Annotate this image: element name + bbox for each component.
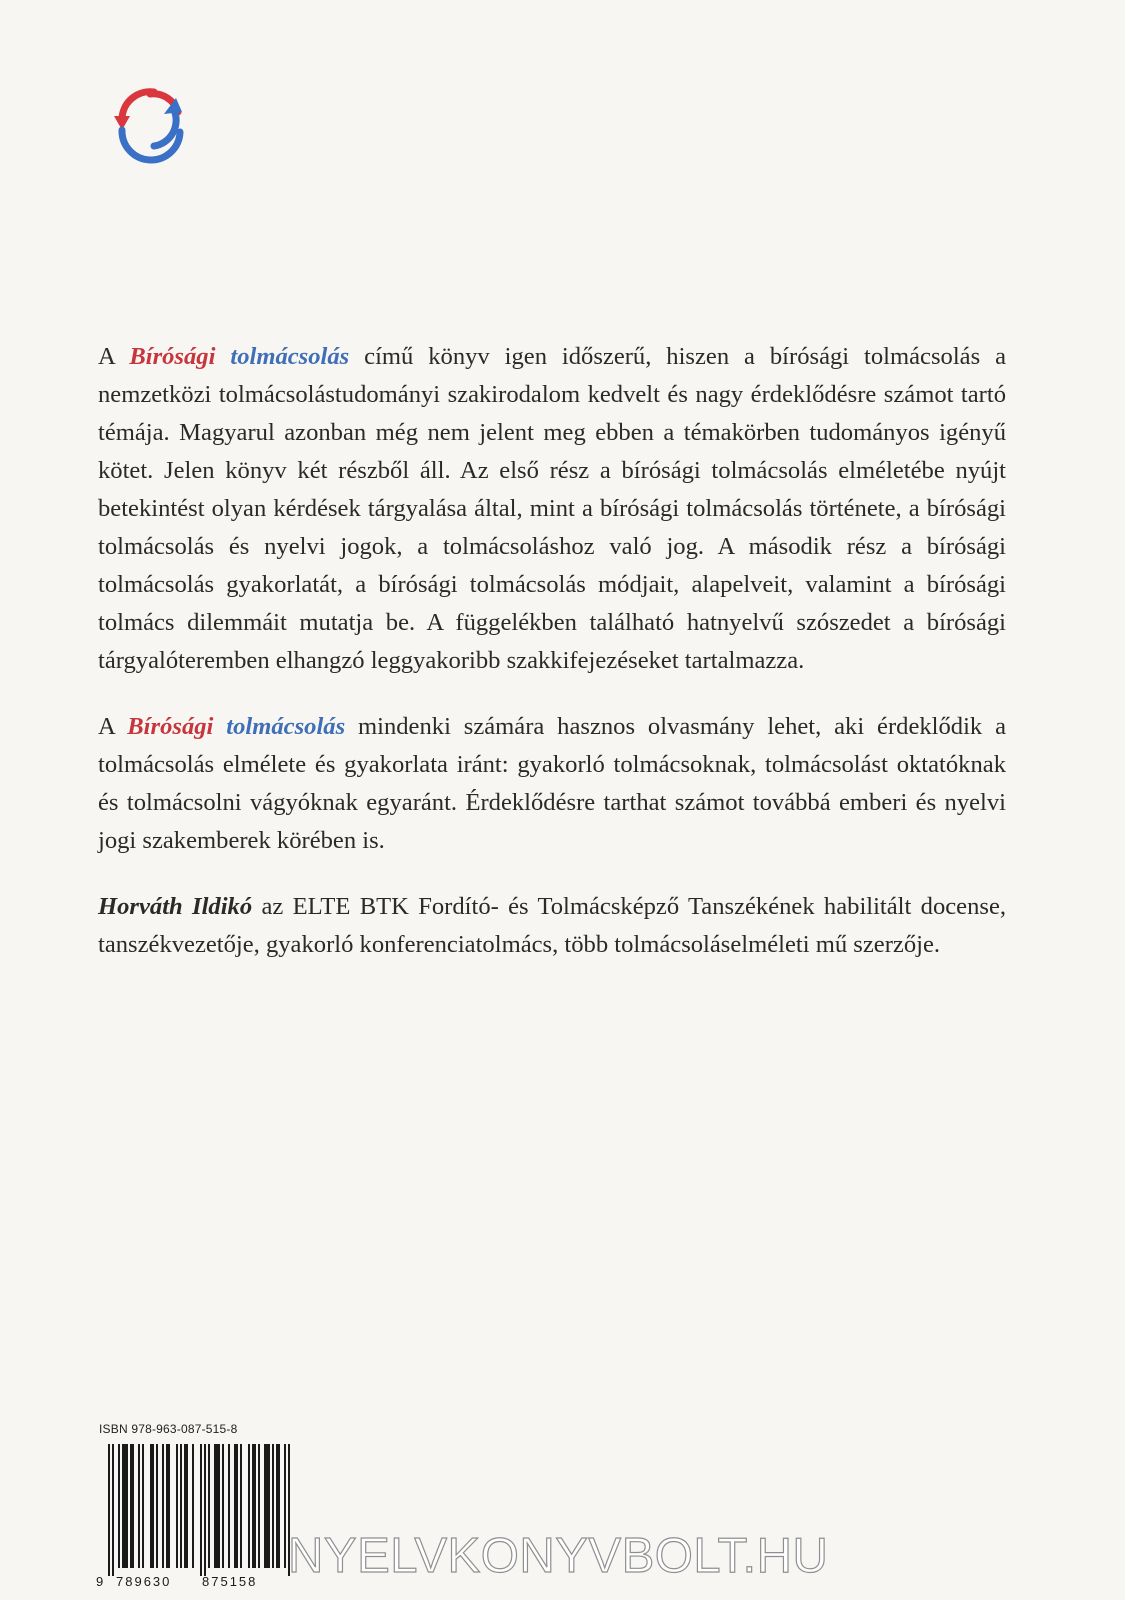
barcode-bar bbox=[112, 1444, 114, 1576]
paragraph-body: az ELTE BTK Fordító- és Tolmácsképző Tanszékének habilitált docense, tanszékvezetője, gyakorló konferenciatolmács, több tolmácsoláselméleti mű szerzője. bbox=[98, 893, 1007, 958]
paragraph-prefix: A bbox=[98, 343, 130, 370]
isbn-barcode bbox=[94, 1440, 290, 1590]
barcode-bar bbox=[264, 1444, 270, 1568]
barcode-digits-left: 789630 bbox=[116, 1574, 172, 1589]
barcode-bar bbox=[200, 1444, 202, 1576]
back-cover-text bbox=[98, 338, 1006, 992]
barcode-bar bbox=[176, 1444, 178, 1568]
book-title-red: Bírósági bbox=[129, 343, 216, 370]
barcode-bar bbox=[208, 1444, 210, 1568]
author-bio-paragraph bbox=[98, 888, 1006, 964]
paragraph-body: című könyv igen időszerű, hiszen a bírósági tolmácsolás a nemzetközi tolmácsolástudományi szakirodalom kedvelt és nagy érdeklődésre számot tartó témája. Magyarul azonban még nem jelent meg ebben a témakörben tudományos igényű kötet. Jelen könyv két részből áll. Az első rész a bírósági tolmácsolás elméletébe nyújt betekintést olyan kérdések tárgyalása által, mint a bírósági tolmácsolás története, a bírósági tolmácsolás és nyelvi jogok, a tolmácsoláshoz való jog. A második rész a bírósági tolmácsolás gyakorlatát, a bírósági tolmácsolás módjait, alapelveit, valamint a bírósági tolmács dilemmáit mutatja be. A függelékben található hatnyelvű szószedet a bírósági tárgyalóteremben elhangzó leggyakoribb szakkifejezéseket tartalmazza. bbox=[98, 343, 1006, 674]
barcode-digits-right: 875158 bbox=[202, 1574, 258, 1589]
barcode-bar bbox=[204, 1444, 206, 1576]
barcode-bar bbox=[150, 1444, 154, 1568]
barcode-bar bbox=[228, 1444, 230, 1568]
book-title-blue: tolmácsolás bbox=[230, 343, 350, 370]
barcode-bar bbox=[272, 1444, 274, 1568]
barcode-bar bbox=[258, 1444, 260, 1568]
barcode-bar bbox=[240, 1444, 242, 1568]
barcode-bar bbox=[180, 1444, 182, 1568]
barcode-bars bbox=[108, 1444, 290, 1576]
isbn-label: ISBN 978-963-087-515-8 bbox=[99, 1422, 238, 1436]
barcode-bar bbox=[122, 1444, 128, 1568]
barcode-bar bbox=[276, 1444, 280, 1568]
barcode-bar bbox=[156, 1444, 158, 1568]
barcode-bar bbox=[284, 1444, 286, 1568]
barcode-bar bbox=[222, 1444, 224, 1568]
watermark-text: NYELVKONYVBOLT.HU bbox=[288, 1529, 829, 1583]
book-title-red: Bírósági bbox=[127, 713, 214, 740]
barcode-bar bbox=[162, 1444, 164, 1568]
barcode-bar bbox=[248, 1444, 250, 1568]
barcode-bar bbox=[142, 1444, 144, 1568]
description-paragraph-1 bbox=[98, 338, 1006, 680]
barcode-bar bbox=[166, 1444, 170, 1568]
book-title-blue: tolmácsolás bbox=[226, 713, 346, 740]
circular-arrows-icon bbox=[104, 72, 200, 168]
barcode-bar bbox=[214, 1444, 220, 1568]
barcode-bar bbox=[138, 1444, 140, 1568]
barcode-bar bbox=[234, 1444, 238, 1568]
paragraph-prefix: A bbox=[98, 713, 128, 740]
barcode-bar bbox=[184, 1444, 188, 1568]
barcode-digit-first: 9 bbox=[96, 1574, 104, 1589]
description-paragraph-2 bbox=[98, 708, 1006, 860]
barcode-bar bbox=[130, 1444, 134, 1568]
paragraph-body: mindenki számára hasznos olvasmány lehet, aki érdeklődik a tolmácsolás elmélete és gyakorlata iránt: gyakorló tolmácsoknak, tolmácsolást oktatóknak és tolmácsolni vágyóknak egyaránt. Érdeklődésre tarthat számot továbbá emberi és nyelvi jogi szakemberek körében is. bbox=[98, 713, 1006, 854]
barcode-bar bbox=[192, 1444, 194, 1568]
author-name: Horváth Ildikó bbox=[98, 893, 253, 920]
barcode-bar bbox=[118, 1444, 120, 1568]
barcode-bar bbox=[252, 1444, 256, 1568]
barcode-bar bbox=[108, 1444, 110, 1576]
